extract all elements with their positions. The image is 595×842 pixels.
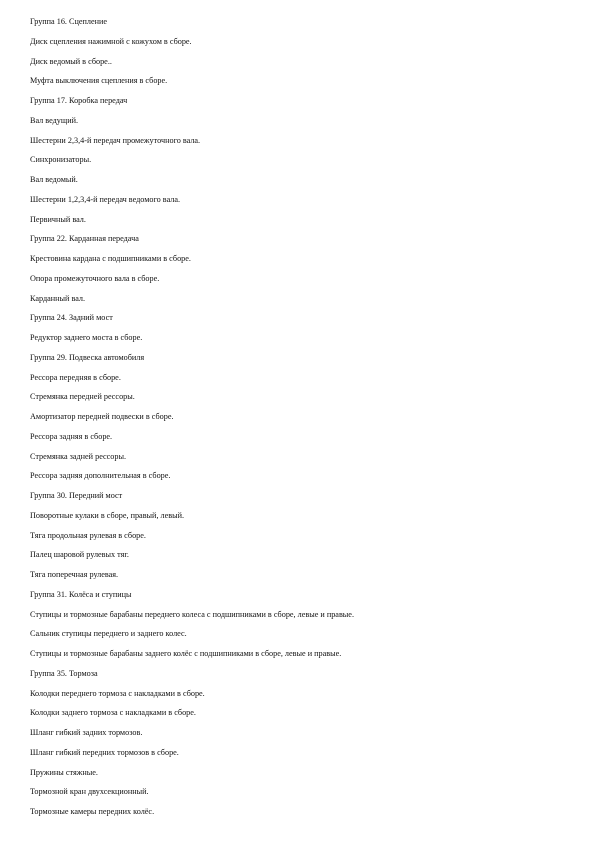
section-heading-gearbox: Группа 17. Коробка передач — [30, 96, 128, 105]
list-item: Вал ведущий. — [30, 115, 79, 125]
list-item: Рессора передняя в сборе. — [30, 372, 121, 382]
list-item: Ступицы и тормозные барабаны переднего колеса с подшипниками в сборе, левые и правые. — [30, 609, 354, 619]
list-item: Тяга продольная рулевая в сборе. — [30, 530, 146, 540]
list-item: Стремянка задней рессоры. — [30, 451, 127, 461]
list-item: Редуктор заднего моста в сборе. — [30, 333, 143, 342]
list-item: Амортизатор передней подвески в сборе. — [30, 412, 174, 421]
list-item: Сальник ступицы переднего и заднего колес. — [30, 629, 187, 639]
list-item: Опора промежуточного вала в сборе. — [30, 273, 160, 283]
list-item: Колодки переднего тормоза с накладками в сборе. — [30, 688, 205, 698]
list-item: Синхронизаторы. — [30, 155, 92, 165]
section-heading-suspension: Группа 29. Подвеска автомобиля — [30, 352, 145, 362]
section-heading-wheels: Группа 31. Колёса и ступицы — [30, 589, 132, 599]
list-item: Шланг гибкий задних тормозов. — [30, 728, 143, 737]
section-heading-cardan: Группа 22. Карданная передача — [30, 234, 139, 244]
list-item: Стремянка передней рессоры. — [30, 392, 135, 402]
list-item: Пружины стяжные. — [30, 767, 98, 777]
list-item: Тормозной кран двухсекционный. — [30, 787, 149, 797]
list-item: Колодки заднего тормоза с накладками в сборе. — [30, 708, 196, 718]
list-item: Диск ведомый в сборе.. — [30, 56, 112, 66]
list-item: Диск сцепления нажимной с кожухом в сборе. — [30, 36, 192, 46]
list-item: Крестовина кардана с подшипниками в сборе. — [30, 254, 191, 263]
section-heading-clutch: Группа 16. Сцепление — [30, 17, 107, 26]
list-item: Первичный вал. — [30, 214, 86, 224]
list-item: Карданный вал. — [30, 293, 86, 303]
list-item: Шестерни 1,2,3,4-й передач ведомого вала. — [30, 194, 181, 204]
section-heading-brakes: Группа 35. Тормоза — [30, 668, 98, 678]
list-item: Тяга поперечная рулевая. — [30, 570, 119, 579]
section-heading-rear-axle: Группа 24. Задний мост — [30, 313, 113, 323]
list-item: Тормозные камеры передних колёс. — [30, 807, 155, 816]
list-item: Шланг гибкий передних тормозов в сборе. — [30, 747, 179, 757]
list-item: Ступицы и тормозные барабаны заднего колёс с подшипниками в сборе, левые и правые. — [30, 649, 342, 658]
list-item: Вал ведомый. — [30, 175, 78, 184]
list-item: Рессора задняя в сборе. — [30, 431, 113, 441]
list-item: Поворотные кулаки в сборе, правый, левый. — [30, 510, 185, 520]
list-item: Муфта выключения сцепления в сборе. — [30, 76, 168, 86]
section-heading-front-axle: Группа 30. Передний мост — [30, 491, 123, 500]
list-item: Рессора задняя дополнительная в сборе. — [30, 471, 171, 481]
list-item: Шестерни 2,3,4-й передач промежуточного вала. — [30, 135, 201, 145]
list-item: Палец шаровой рулевых тяг. — [30, 550, 129, 560]
parts-list — [30, 16, 585, 826]
